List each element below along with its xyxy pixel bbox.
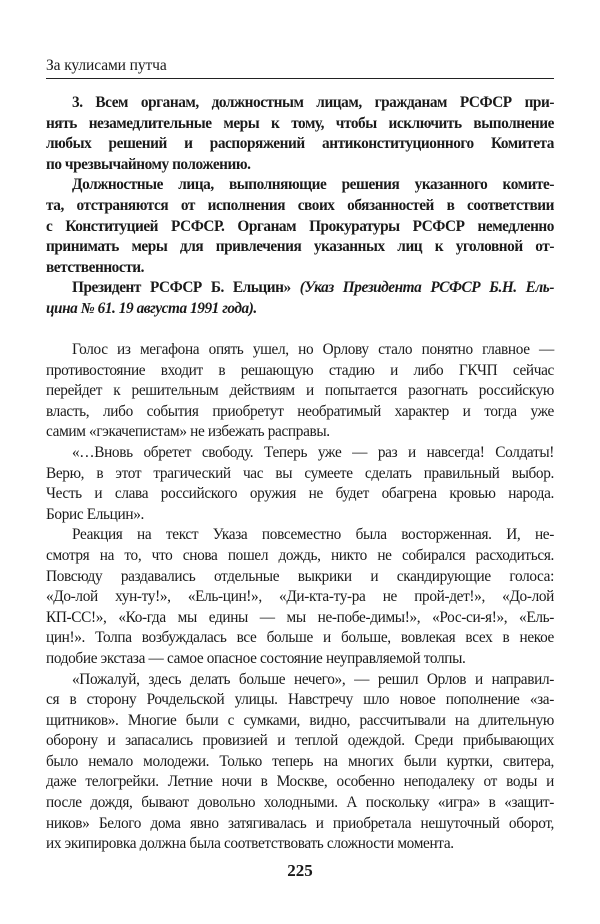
text-line: КП-СС!», «Ко-гда мы едины — мы не-побе-димы!», «Рос-си-я!», «Ель- bbox=[46, 608, 554, 626]
text-line: перейдет к решительным действиям и попытается разогнать российскую bbox=[46, 382, 554, 400]
text-line: оборону и запасались провизией и теплой одеждой. Среди прибывающих bbox=[46, 732, 554, 750]
text-line: противостояние входит в решающую стадию и либо ГКЧП сейчас bbox=[46, 361, 554, 379]
text-line: их экипировка должна была соответствовать сложности момента. bbox=[46, 835, 454, 853]
signature-name: Президент РСФСР Б. Ельцин» bbox=[72, 279, 291, 297]
decree-signature bbox=[46, 278, 554, 319]
text-line: нять незамедлительные меры к тому, чтобы исключить выполнение bbox=[46, 114, 554, 132]
text-line: смотря на то, что снова пошел дождь, никто не собирался расходиться. bbox=[46, 546, 554, 564]
paragraph-2 bbox=[46, 443, 554, 525]
text-line: Голос из мегафона опять ушел, но Орлову стало понятно главное — bbox=[72, 341, 554, 358]
text-line: ников» Белого дома явно затягивалась и приобретала нешуточный оборот, bbox=[46, 814, 554, 832]
text-line: «…Вновь обретет свободу. Теперь уже — раз и навсегда! Солдаты! bbox=[72, 443, 554, 461]
text-line: по чрезвычайному положению. bbox=[46, 155, 251, 173]
paragraph-1 bbox=[46, 340, 554, 443]
text-line: щитников». Многие были с сумками, видно, рассчитывали на длительную bbox=[46, 711, 554, 729]
text-line bbox=[46, 278, 554, 299]
text-line: подобие экстаза — самое опасное состояние неуправляемой толпы. bbox=[46, 649, 466, 667]
text-line: Верю, в этот трагический час вы сумеете сделать правильный выбор. bbox=[46, 464, 554, 482]
text-line: принимать меры для привлечения указанных лиц к уголовной от- bbox=[46, 238, 554, 256]
decree-excerpt bbox=[46, 93, 554, 320]
text-line: цин!». Толпа возбуждалась все больше и больше, вовлекая всех в некое bbox=[46, 629, 554, 647]
text-line: самим «гэкачепистам» не избежать расправы. bbox=[46, 423, 330, 441]
narrative-text bbox=[46, 340, 554, 855]
text-line: «Пожалуй, здесь делать больше нечего», — решил Орлов и направил- bbox=[72, 670, 554, 688]
text-line: 3. Всем органам, должностным лицам, гражданам РСФСР при- bbox=[72, 94, 554, 111]
text-line: та, отстраняются от исполнения своих обязанностей в соответствии bbox=[46, 196, 554, 214]
page-number: 225 bbox=[287, 861, 313, 880]
text-line: любых решений и распоряжений антиконституционного Комитета bbox=[46, 135, 554, 153]
text-line: Борис Ельцин». bbox=[46, 505, 144, 523]
text-line: было немало молодежи. Только теперь на многих были куртки, свитера, bbox=[46, 752, 554, 770]
text-line: власть, либо события приобретут необратимый характер и тогда уже bbox=[46, 402, 554, 420]
paragraph-3 bbox=[46, 525, 554, 669]
text-line: Должностные лица, выполняющие решения указанного комите- bbox=[72, 176, 554, 194]
text-line: Повсюду раздавались отдельные выкрики и скандирующие голоса: bbox=[46, 567, 554, 585]
decree-citation: цина № 61. 19 августа 1991 года). bbox=[46, 299, 257, 317]
running-head: За кулисами путча bbox=[46, 57, 554, 79]
text-line: даже телогрейки. Летние ночи в Москве, особенно неподалеку от воды и bbox=[46, 773, 554, 791]
text-line: после дождя, бывают довольно холодными. А поскольку «игра» в «защит- bbox=[46, 794, 554, 812]
text-line: Реакция на текст Указа повсеместно была восторженная. И, не- bbox=[72, 526, 554, 544]
text-line: ветственности. bbox=[46, 258, 145, 276]
text-line: «До-лой хун-ту!», «Ель-цин!», «Ди-кта-ту-ра не прой-дет!», «До-лой bbox=[46, 588, 554, 606]
decree-officials-paragraph bbox=[46, 175, 554, 278]
text-line: ся в сторону Рочдельской улицы. Навстречу шло новое пополнение «за- bbox=[46, 691, 554, 709]
paragraph-4 bbox=[46, 670, 554, 855]
decree-item-3 bbox=[46, 93, 554, 175]
text-line: Честь и слава российского оружия не будет обагрена кровью народа. bbox=[46, 485, 554, 503]
text-line: с Конституцией РСФСР. Органам Прокуратуры РСФСР немедленно bbox=[46, 217, 554, 235]
decree-citation: (Указ Президента РСФСР Б.Н. Ель- bbox=[290, 279, 554, 297]
